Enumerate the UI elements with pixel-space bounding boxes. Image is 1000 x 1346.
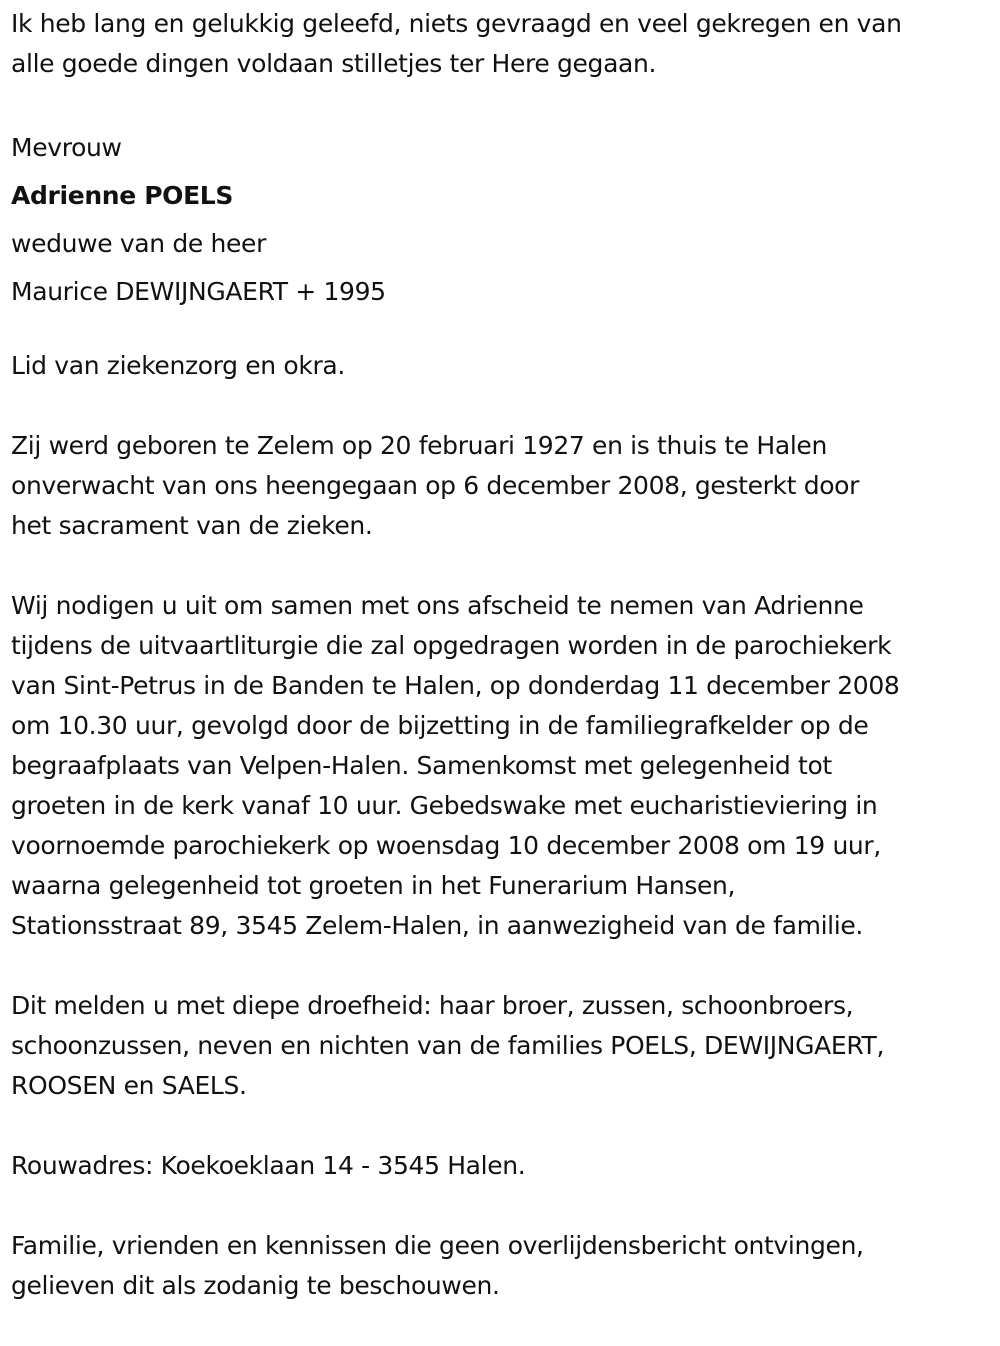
funeral-line: Stationsstraat 89, 3545 Zelem-Halen, in aanwezigheid van de familie. xyxy=(11,911,863,940)
family-line: schoonzussen, neven en nichten van de families POELS, DEWIJNGAERT, xyxy=(11,1031,885,1060)
funeral-line: groeten in de kerk vanaf 10 uur. Gebedswake met eucharistieviering in xyxy=(11,791,878,820)
funeral-line: van Sint-Petrus in de Banden te Halen, op donderdag 11 december 2008 xyxy=(11,671,900,700)
name-block xyxy=(11,124,991,316)
family-line: Dit melden u met diepe droefheid: haar broer, zussen, schoonbroers, xyxy=(11,991,854,1020)
funeral-line: waarna gelegenheid tot groeten in het Funerarium Hansen, xyxy=(11,871,736,900)
membership-line: Lid van ziekenzorg en okra. xyxy=(11,351,345,380)
family-paragraph xyxy=(11,986,991,1106)
closing-paragraph xyxy=(11,1226,991,1306)
closing-line: Familie, vrienden en kennissen die geen overlijdensbericht ontvingen, xyxy=(11,1231,864,1260)
funeral-paragraph xyxy=(11,586,991,946)
funeral-line: begraafplaats van Velpen-Halen. Samenkomst met gelegenheid tot xyxy=(11,751,832,780)
birth-death-line: het sacrament van de zieken. xyxy=(11,511,373,540)
spouse-name: Maurice DEWIJNGAERT + 1995 xyxy=(11,277,386,306)
membership-paragraph xyxy=(11,346,991,386)
family-line: ROOSEN en SAELS. xyxy=(11,1071,247,1100)
salutation: Mevrouw xyxy=(11,133,122,162)
closing-line: gelieven dit als zodanig te beschouwen. xyxy=(11,1271,500,1300)
funeral-line: voornoemde parochiekerk op woensdag 10 december 2008 om 19 uur, xyxy=(11,831,881,860)
funeral-line: Wij nodigen u uit om samen met ons afscheid te nemen van Adrienne xyxy=(11,591,864,620)
relation-text: weduwe van de heer xyxy=(11,229,267,258)
intro-paragraph xyxy=(11,4,991,84)
obituary-document xyxy=(11,4,991,1346)
address-paragraph xyxy=(11,1146,991,1186)
birth-death-line: Zij werd geboren te Zelem op 20 februari 1927 en is thuis te Halen xyxy=(11,431,827,460)
funeral-line: om 10.30 uur, gevolgd door de bijzetting in de familiegrafkelder op de xyxy=(11,711,869,740)
funeral-line: tijdens de uitvaartliturgie die zal opgedragen worden in de parochiekerk xyxy=(11,631,892,660)
deceased-name: Adrienne POELS xyxy=(11,181,234,210)
address-line: Rouwadres: Koekoeklaan 14 - 3545 Halen. xyxy=(11,1151,526,1180)
birth-death-line: onverwacht van ons heengegaan op 6 december 2008, gesterkt door xyxy=(11,471,860,500)
intro-line: Ik heb lang en gelukkig geleefd, niets gevraagd en veel gekregen en van xyxy=(11,9,902,38)
intro-line: alle goede dingen voldaan stilletjes ter Here gegaan. xyxy=(11,49,657,78)
birth-death-paragraph xyxy=(11,426,991,546)
